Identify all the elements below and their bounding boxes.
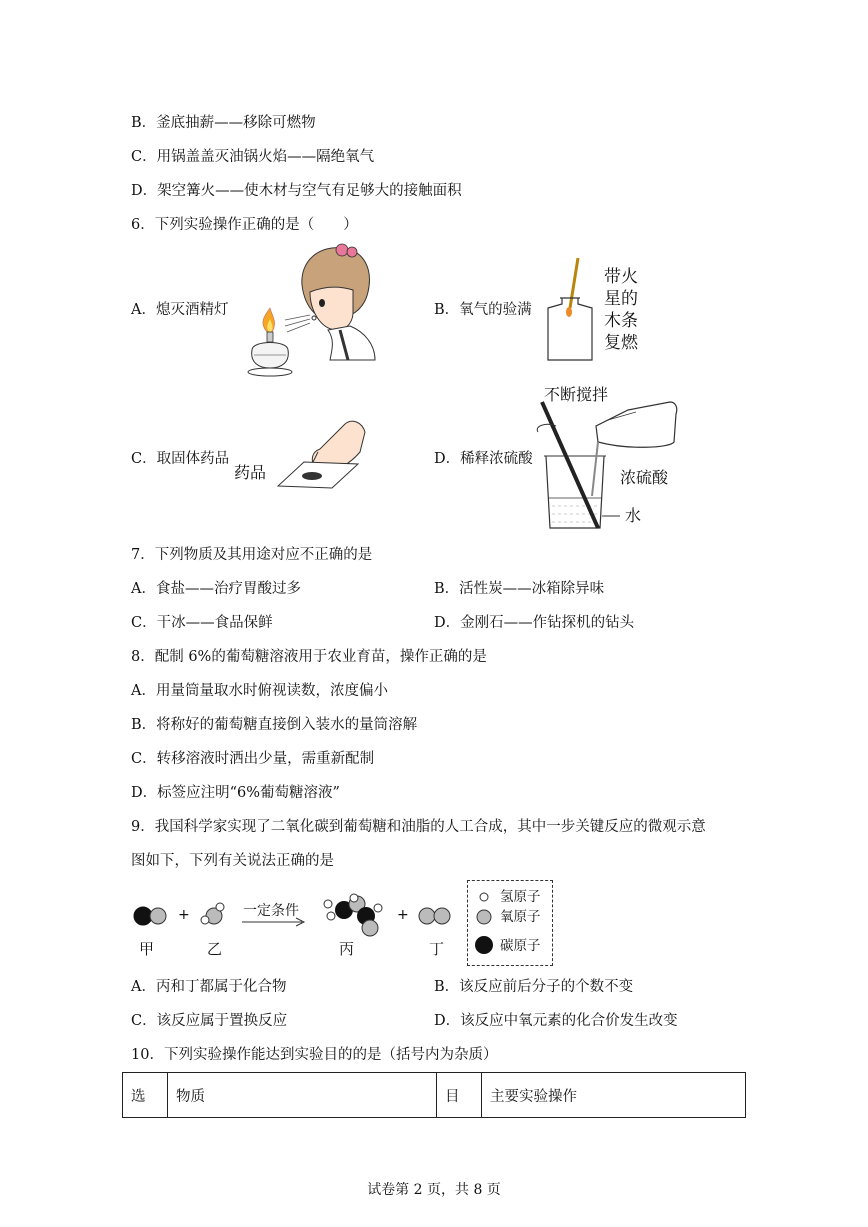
q9-option-c: C．该反应属于置换反应 xyxy=(131,1013,288,1029)
oxygen-bottle-illustration xyxy=(540,256,600,366)
legend-carbon: 碳原子 xyxy=(500,938,541,954)
legend-hydrogen: 氢原子 xyxy=(500,889,541,905)
label-jia: 甲 xyxy=(139,940,155,958)
water-label: 水 xyxy=(625,506,642,525)
header-cell: 主要实验操作 xyxy=(482,1073,746,1118)
header-cell: 物质 xyxy=(168,1073,437,1118)
q6-stem: 6．下列实验操作正确的是（ ） xyxy=(131,217,358,233)
q8-option-d: D．标签应注明“6%葡萄糖溶液” xyxy=(131,785,340,801)
q5-option-c: C．用锅盖盖灭油锅火焰——隔绝氧气 xyxy=(131,149,375,165)
table-header-row xyxy=(123,1073,746,1118)
label-yi: 乙 xyxy=(207,940,223,958)
reaction-condition: 一定条件 xyxy=(243,903,299,919)
take-solid-illustration xyxy=(270,414,370,494)
stir-label: 不断搅拌 xyxy=(544,385,609,404)
q8-option-a: A．用量筒量取水时俯视读数，浓度偏小 xyxy=(131,683,388,699)
drug-label: 药品 xyxy=(234,463,267,482)
q9-option-b: B．该反应前后分子的个数不变 xyxy=(434,979,634,995)
plus-sign: + xyxy=(397,907,409,923)
q8-stem: 8．配制 6%的葡萄糖溶液用于农业育苗，操作正确的是 xyxy=(131,649,487,665)
q6-option-b: B．氧气的验满 xyxy=(434,302,532,318)
caption-line: 木条 xyxy=(604,311,638,331)
q9-stem-line2: 图如下，下列有关说法正确的是 xyxy=(131,853,334,869)
q7-option-a: A．食盐——治疗胃酸过多 xyxy=(131,581,301,597)
q7-option-d: D．金刚石——作钻探机的钻头 xyxy=(434,615,635,631)
caption-line: 带火 xyxy=(604,267,638,287)
caption-line: 星的 xyxy=(604,289,638,309)
header-cell: 目 xyxy=(437,1073,482,1118)
q7-option-b: B．活性炭——冰箱除异味 xyxy=(434,581,605,597)
plus-sign: + xyxy=(178,907,190,923)
q6-option-d: D．稀释浓硫酸 xyxy=(434,451,533,467)
q6-option-c: C．取固体药品 xyxy=(131,451,230,467)
q7-option-c: C．干冰——食品保鲜 xyxy=(131,615,273,631)
q8-option-c: C．转移溶液时洒出少量，需重新配制 xyxy=(131,751,375,767)
q5-option-d: D．架空篝火——使木材与空气有足够大的接触面积 xyxy=(131,183,462,199)
legend-oxygen: 氧原子 xyxy=(500,909,541,925)
legend-symbols xyxy=(474,887,494,959)
q8-option-b: B．将称好的葡萄糖直接倒入装水的量筒溶解 xyxy=(131,717,418,733)
q10-stem: 10．下列实验操作能达到实验目的的是（括号内为杂质） xyxy=(131,1047,498,1063)
blow-out-lamp-illustration xyxy=(240,240,380,380)
q9-option-d: D．该反应中氧元素的化合价发生改变 xyxy=(434,1013,678,1029)
header-cell: 选 xyxy=(123,1073,168,1118)
caption-line: 复燃 xyxy=(604,333,638,353)
q10-table xyxy=(122,1072,746,1118)
q6-option-a: A．熄灭酒精灯 xyxy=(131,302,229,318)
label-ding: 丁 xyxy=(429,940,445,958)
acid-label: 浓硫酸 xyxy=(620,468,669,487)
q9-stem-line1: 9．我国科学家实现了二氧化碳到葡萄糖和油脂的人工合成，其中一步关键反应的微观示意 xyxy=(131,819,706,835)
page-footer: 试卷第 2 页，共 8 页 xyxy=(367,1182,501,1198)
label-bing: 丙 xyxy=(339,940,355,958)
q5-option-b: B．釜底抽薪——移除可燃物 xyxy=(131,115,316,131)
atom-legend xyxy=(467,880,553,966)
splint-caption xyxy=(604,266,638,354)
q7-stem: 7．下列物质及其用途对应不正确的是 xyxy=(131,547,373,563)
q9-option-a: A．丙和丁都属于化合物 xyxy=(131,979,287,995)
